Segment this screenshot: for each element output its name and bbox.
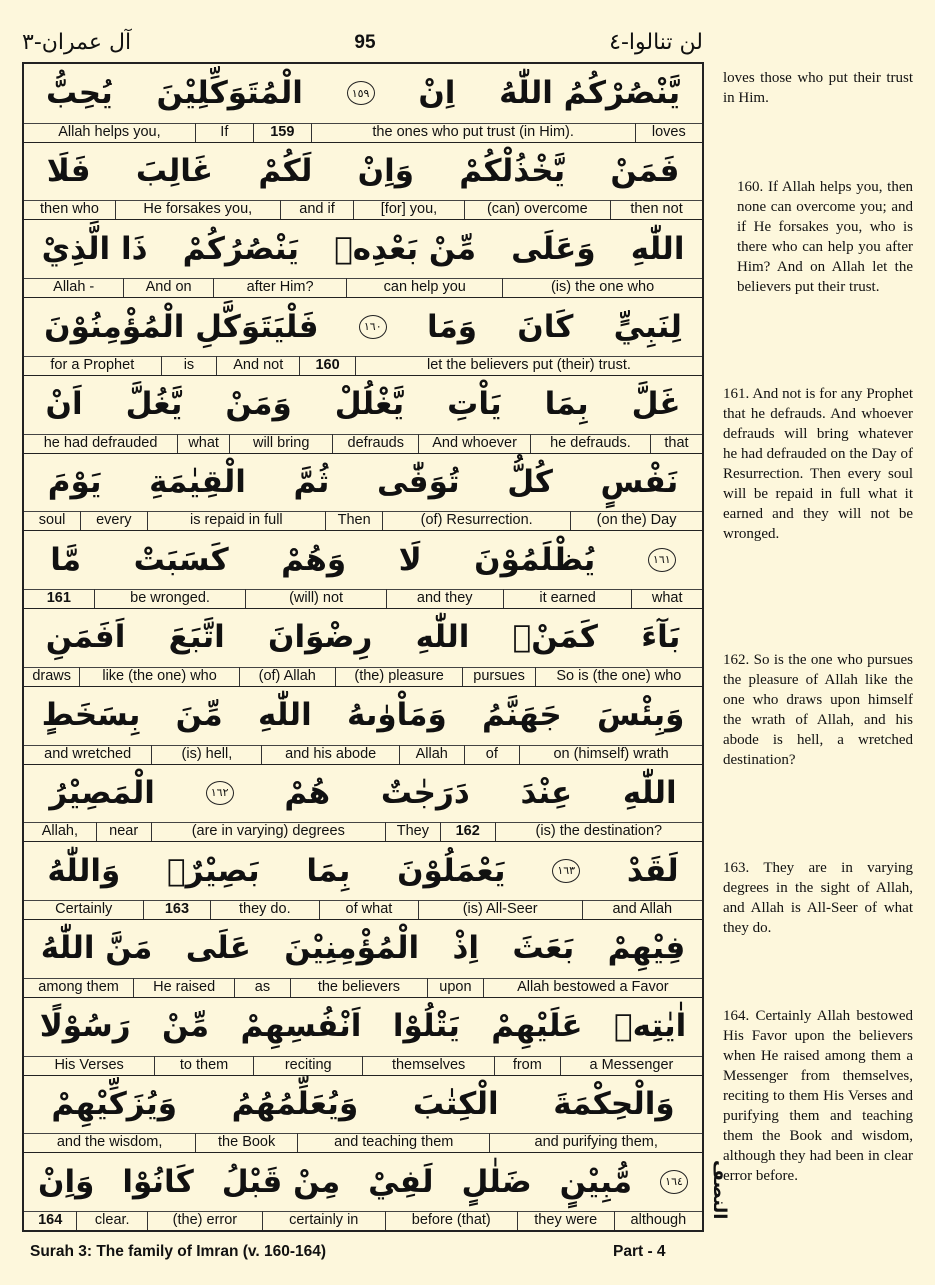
arabic-line <box>24 764 702 824</box>
arabic-word: يُحِبُّ <box>45 75 113 112</box>
english-gloss-line <box>24 978 702 998</box>
english-gloss: And not <box>216 356 299 375</box>
verse-row <box>24 608 702 686</box>
arabic-line <box>24 64 702 124</box>
arabic-word: ذَا الَّذِيْ <box>41 230 148 267</box>
arabic-line <box>24 219 702 279</box>
english-gloss: (the) pleasure <box>335 667 463 686</box>
arabic-word: الْقِيٰمَةِ <box>149 464 246 501</box>
commentary-paragraph: 163. They are in varying degrees in the sight of Allah, and Allah is All-Seer of what they do. <box>723 860 913 936</box>
arabic-word: كُلُّ <box>507 464 553 501</box>
verse-row <box>24 997 702 1075</box>
arabic-word: بِمَا <box>306 852 351 889</box>
english-gloss: for a Prophet <box>50 356 135 373</box>
english-gloss: he defrauds. <box>530 434 650 453</box>
english-gloss-line <box>24 434 702 454</box>
arabic-word: اَفَمَنِ <box>45 619 126 656</box>
arabic-word: بَعَثَ <box>512 930 575 967</box>
english-gloss: among them <box>38 978 119 995</box>
verse-number: 164 <box>38 1211 63 1228</box>
arabic-word: الْكِتٰبَ <box>412 1085 499 1122</box>
english-gloss-line <box>24 278 702 298</box>
arabic-word: يَنْصُرُكُمْ <box>182 230 300 267</box>
arabic-word: اَنْفُسِهِمْ <box>240 1008 362 1045</box>
english-gloss: what <box>177 434 229 453</box>
english-gloss-line <box>24 123 702 143</box>
english-gloss: clear. <box>76 1211 147 1230</box>
verse-number-marker: ١٦٠ <box>359 315 387 339</box>
arabic-word: لَا <box>398 541 422 578</box>
arabic-word: يَوْمَ <box>47 464 102 501</box>
english-gloss: then who <box>40 201 99 218</box>
arabic-word: كَسَبَتْ <box>133 541 229 578</box>
arabic-word: مِّنْ <box>162 1008 210 1045</box>
arabic-word: وَبِئْسَ <box>597 697 685 734</box>
arabic-word: فَلَا <box>46 153 91 190</box>
commentary-paragraph: 160. If Allah helps you, then none can overcome you; and if He forsakes you, who is there who can help you after Him? And on Allah let the believers put their trust. <box>737 179 913 295</box>
arabic-word: لَفِيْ <box>368 1163 434 1200</box>
arabic-word: فَمَنْ <box>610 153 680 190</box>
english-gloss: And on <box>123 278 212 297</box>
english-gloss: they were <box>517 1211 614 1230</box>
english-gloss: (on the) Day <box>570 511 702 530</box>
english-gloss-line <box>24 1211 702 1231</box>
page-number: 95 <box>354 32 376 53</box>
arabic-word: اللّٰهِ <box>622 774 677 811</box>
verse-row <box>24 764 702 842</box>
english-gloss: loves <box>635 123 702 142</box>
english-gloss: pursues <box>462 667 534 686</box>
verse-number: 159 <box>253 123 311 142</box>
arabic-word: اٰيٰتِهٖ <box>613 1008 687 1045</box>
arabic-word: عَلَيْهِمْ <box>491 1008 583 1045</box>
arabic-word: غَلَّ <box>631 386 681 423</box>
arabic-line <box>24 453 702 513</box>
verse-number-marker: ١٦٣ <box>552 859 580 883</box>
english-gloss: it earned <box>503 589 632 608</box>
verse-row <box>24 530 702 608</box>
english-gloss-line <box>24 200 702 220</box>
arabic-word: وَاللّٰهُ <box>47 852 121 889</box>
arabic-word: الْمَصِيْرُ <box>49 774 155 811</box>
english-gloss: of what <box>319 900 418 919</box>
arabic-word: فِيْهِمْ <box>607 930 686 967</box>
english-gloss: reciting <box>253 1056 363 1075</box>
arabic-word: مِّنْ بَعْدِهٖ <box>334 230 477 267</box>
verse-row <box>24 919 702 997</box>
arabic-line <box>24 919 702 979</box>
english-gloss: and teaching them <box>297 1133 489 1152</box>
english-gloss: is repaid in full <box>147 511 326 530</box>
english-gloss: draws <box>32 667 72 684</box>
english-gloss: like (the one) who <box>79 667 238 686</box>
english-gloss-line <box>24 745 702 765</box>
arabic-word: مَنَّ اللّٰهُ <box>40 930 153 967</box>
english-gloss: will bring <box>229 434 332 453</box>
english-gloss-line <box>24 822 702 842</box>
english-gloss: He forsakes you, <box>115 200 280 219</box>
arabic-word: مِّنَ <box>175 697 223 734</box>
verse-number-marker: ١٥٩ <box>347 81 375 105</box>
english-gloss: (of) Allah <box>239 667 335 686</box>
english-gloss: he had defrauded <box>43 434 158 451</box>
arabic-word: اتَّبَعَ <box>168 619 225 656</box>
english-gloss-line <box>24 667 702 687</box>
english-gloss: can help you <box>346 278 502 297</box>
arabic-word: تُوَفّٰى <box>376 464 460 501</box>
arabic-word: بَصِيْرٌۢ <box>166 852 260 889</box>
arabic-line <box>24 841 702 901</box>
arabic-line <box>24 530 702 590</box>
arabic-word: بِمَا <box>544 386 589 423</box>
verse-row <box>24 1075 702 1153</box>
english-gloss: Allah, <box>41 823 79 840</box>
arabic-word: وَاِنْ <box>357 153 414 190</box>
english-gloss: Allah <box>399 745 464 764</box>
arabic-word: كَانَ <box>517 308 574 345</box>
arabic-word: وَيُعَلِّمُهُمُ <box>231 1085 359 1122</box>
english-gloss: (is) the one who <box>502 278 702 297</box>
english-gloss: His Verses <box>54 1056 124 1073</box>
verse-number-marker: ١٦١ <box>648 548 676 572</box>
english-gloss: defrauds <box>332 434 418 453</box>
english-gloss: the believers <box>290 978 427 997</box>
arabic-line <box>24 1075 702 1135</box>
arabic-word: يَاْتِ <box>447 386 502 423</box>
arabic-word: لِنَبِيٍّ <box>613 308 682 345</box>
arabic-word: يَعْمَلُوْنَ <box>397 852 506 889</box>
english-gloss: Allah - <box>53 279 95 296</box>
footer-part: Part - 4 <box>613 1243 666 1260</box>
english-gloss: on (himself) wrath <box>519 745 702 764</box>
english-gloss: and purifying them, <box>489 1133 702 1152</box>
english-gloss: near <box>96 822 151 841</box>
english-gloss: upon <box>427 978 483 997</box>
arabic-word: اَنْ <box>45 386 83 423</box>
arabic-word: وَمَاْوٰىهُ <box>346 697 447 734</box>
english-gloss: to them <box>154 1056 253 1075</box>
verse-number-marker: ١٦٢ <box>206 781 234 805</box>
arabic-word: اِذْ <box>452 930 479 967</box>
translation-commentary <box>723 62 913 1242</box>
arabic-word: عَلَى <box>185 930 251 967</box>
arabic-word: يَّغُلَّ <box>125 386 183 423</box>
verse-row <box>24 1152 702 1230</box>
verse-row <box>24 219 702 297</box>
arabic-line <box>24 1152 702 1212</box>
english-gloss: Allah bestowed a Favor <box>483 978 702 997</box>
arabic-word: اللّٰهِ <box>257 697 312 734</box>
english-gloss: then not <box>610 200 702 219</box>
arabic-line <box>24 142 702 202</box>
arabic-word: فَلْيَتَوَكَّلِ الْمُؤْمِنُوْنَ <box>44 308 319 345</box>
english-gloss: the ones who put trust (in Him). <box>311 123 635 142</box>
arabic-word: اللّٰهِ <box>415 619 470 656</box>
english-gloss: (can) overcome <box>464 200 611 219</box>
english-gloss: they do. <box>210 900 320 919</box>
english-gloss: that <box>650 434 702 453</box>
english-gloss: soul <box>38 512 66 529</box>
arabic-word: يَّغْلُلْ <box>334 386 405 423</box>
footer-surah: Surah 3: The family of Imran (v. 160-164) <box>30 1243 327 1260</box>
english-gloss: (of) Resurrection. <box>382 511 570 530</box>
english-gloss: and the wisdom, <box>56 1134 163 1151</box>
english-gloss: (the) error <box>147 1211 261 1230</box>
verse-number: 161 <box>46 590 71 607</box>
arabic-word: وَيُزَكِّيْهِمْ <box>51 1085 177 1122</box>
commentary-paragraph: 164. Certainly Allah bestowed His Favor upon the believers when He raised among them a Messenger from themselves, reciting to them His Verses and purifying them and teaching them the Book and wisdom, although they had been in clear error before. <box>723 1008 913 1184</box>
arabic-word: الْمُتَوَكِّلِيْنَ <box>156 75 303 112</box>
verse-row <box>24 841 702 919</box>
arabic-word: كَانُوْا <box>122 1163 194 1200</box>
commentary-paragraph: 162. So is the one who pursues the pleasure of Allah like the one who draws upon himself the wrath of Allah, and his abode is hell, a wretched destination? <box>723 652 913 768</box>
english-gloss: Certainly <box>55 901 113 918</box>
english-gloss-line <box>24 1056 702 1076</box>
english-gloss: themselves <box>362 1056 493 1075</box>
english-gloss: and they <box>386 589 503 608</box>
arabic-word: رَسُوْلًا <box>39 1008 131 1045</box>
arabic-word: وَهُمْ <box>281 541 347 578</box>
english-gloss: and if <box>280 200 354 219</box>
english-gloss: (are in varying) degrees <box>151 822 385 841</box>
english-gloss-line <box>24 589 702 609</box>
english-gloss: Then <box>325 511 382 530</box>
english-gloss: So is (the one) who <box>535 667 702 686</box>
arabic-word: نَفْسٍ <box>600 464 679 501</box>
english-gloss: They <box>385 822 440 841</box>
english-gloss: (will) not <box>245 589 385 608</box>
arabic-word: بَآءَ <box>641 619 681 656</box>
arabic-word: لَكُمْ <box>258 153 313 190</box>
arabic-word: جَهَنَّمُ <box>481 697 562 734</box>
english-gloss: what <box>631 589 702 608</box>
arabic-word: عِنْدَ <box>520 774 573 811</box>
arabic-line <box>24 608 702 668</box>
surah-header-arabic: آل عمران-٣ <box>22 30 132 55</box>
arabic-word: الْمُؤْمِنِيْنَ <box>284 930 420 967</box>
english-gloss: as <box>234 978 290 997</box>
english-gloss: (is) All-Seer <box>418 900 582 919</box>
arabic-word: لَقَدْ <box>626 852 679 889</box>
arabic-word: وَعَلَى <box>511 230 596 267</box>
verse-number-marker: ١٦٤ <box>660 1170 688 1194</box>
arabic-word: وَالْحِكْمَةَ <box>553 1085 675 1122</box>
part-header-arabic: لن تنالوا-٤ <box>609 30 703 55</box>
english-gloss-line <box>24 356 702 376</box>
english-gloss: be wronged. <box>94 589 246 608</box>
english-gloss: and Allah <box>582 900 702 919</box>
arabic-word: مُّبِيْنٍ <box>559 1163 633 1200</box>
arabic-word: مِنْ قَبْلُ <box>221 1163 341 1200</box>
arabic-word: يَّنْصُرْكُمُ اللّٰهُ <box>499 75 681 112</box>
arabic-word: غَالِبَ <box>135 153 214 190</box>
arabic-word: دَرَجٰتٌ <box>380 774 470 811</box>
verse-number: 162 <box>440 822 495 841</box>
verse-row <box>24 686 702 764</box>
commentary-paragraph: 161. And not is for any Prophet that he defrauds. And whoever defrauds will bring whatever he had defrauded on the Day of Resurrection. Then every soul will be repaid in full what it earned and they will not be wronged. <box>723 386 913 542</box>
english-gloss: the Book <box>195 1133 297 1152</box>
english-gloss: from <box>494 1056 560 1075</box>
english-gloss-line <box>24 900 702 920</box>
english-gloss: before (that) <box>385 1211 517 1230</box>
verse-row <box>24 297 702 375</box>
arabic-word: وَمَا <box>426 308 478 345</box>
arabic-word: اللّٰهِ <box>630 230 685 267</box>
arabic-line <box>24 375 702 435</box>
english-gloss: let the believers put (their) trust. <box>355 356 702 375</box>
english-gloss: and his abode <box>261 745 398 764</box>
english-gloss: (is) hell, <box>151 745 261 764</box>
arabic-word: كَمَنْۢ <box>512 619 598 656</box>
verse-row <box>24 64 702 142</box>
english-gloss: [for] you, <box>353 200 463 219</box>
arabic-word: يُظْلَمُوْنَ <box>474 541 596 578</box>
english-gloss: He raised <box>133 978 234 997</box>
english-gloss: a Messenger <box>560 1056 702 1075</box>
english-gloss: Allah helps you, <box>58 123 161 140</box>
verse-row <box>24 453 702 531</box>
verse-number: 163 <box>143 900 209 919</box>
english-gloss: certainly in <box>262 1211 385 1230</box>
english-gloss: every <box>80 511 146 530</box>
verse-row <box>24 375 702 453</box>
arabic-word: وَمَنْ <box>225 386 292 423</box>
verse-row <box>24 142 702 220</box>
english-gloss-line <box>24 1133 702 1153</box>
arabic-word: ثُمَّ <box>293 464 330 501</box>
english-gloss-line <box>24 511 702 531</box>
english-gloss: (is) the destination? <box>495 822 702 841</box>
english-gloss: of <box>464 745 520 764</box>
arabic-word: وَاِنْ <box>38 1163 95 1200</box>
english-gloss: although <box>614 1211 702 1230</box>
hizb-marker: النصف <box>709 1160 730 1220</box>
arabic-word: هُمْ <box>284 774 331 811</box>
english-gloss: is <box>161 356 217 375</box>
arabic-word: اِنْ <box>418 75 456 112</box>
arabic-word: بِسَخَطٍ <box>41 697 141 734</box>
english-gloss: and wretched <box>44 745 132 762</box>
arabic-line <box>24 997 702 1057</box>
arabic-word: يَتْلُوْا <box>392 1008 460 1045</box>
arabic-word: ضَلٰلٍ <box>461 1163 532 1200</box>
arabic-word: يَّخْذُلْكُمْ <box>459 153 566 190</box>
english-gloss: If <box>195 123 253 142</box>
arabic-word: مَّا <box>50 541 82 578</box>
arabic-line <box>24 686 702 746</box>
arabic-line <box>24 297 702 357</box>
word-by-word-grid <box>22 62 704 1232</box>
verse-number: 160 <box>299 356 355 375</box>
commentary-paragraph: loves those who put their trust in Him. <box>723 70 913 106</box>
english-gloss: after Him? <box>213 278 347 297</box>
english-gloss: And whoever <box>418 434 530 453</box>
arabic-word: رِضْوَانَ <box>268 619 373 656</box>
